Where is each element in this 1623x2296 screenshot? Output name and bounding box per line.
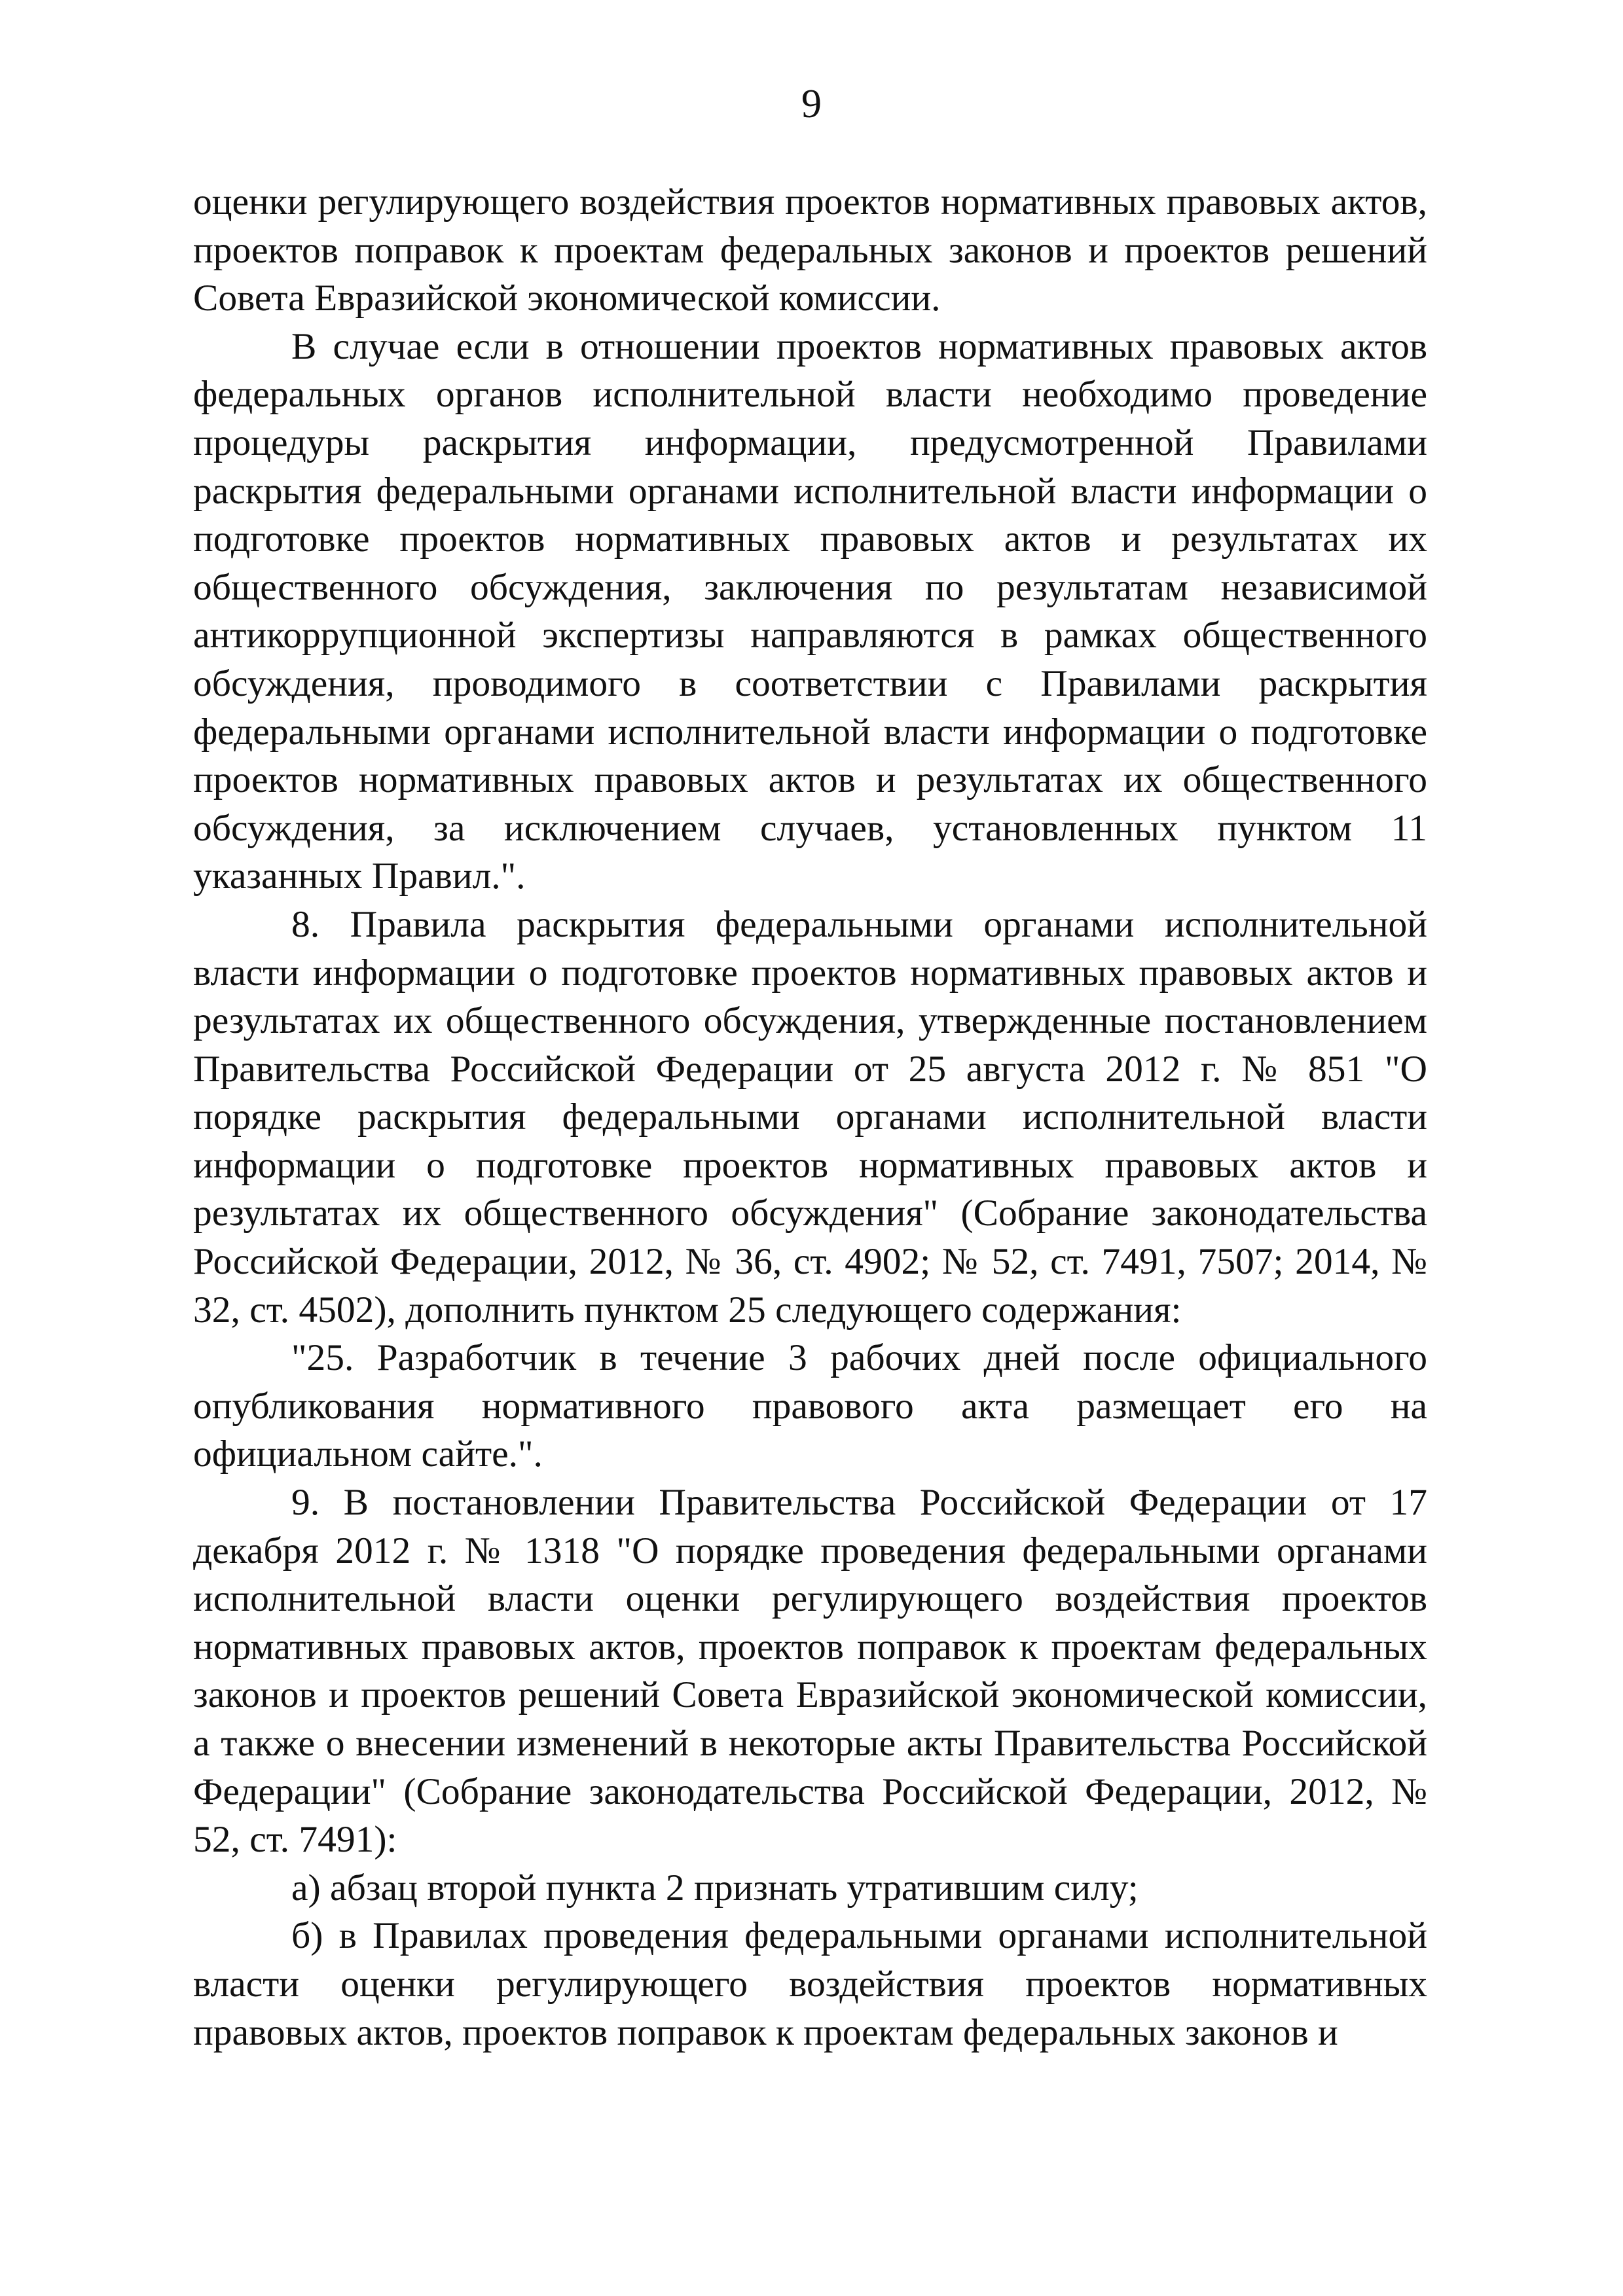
paragraph-disclosure-procedure: В случае если в отношении проектов нормативных правовых актов федеральных органов исполнительной власти необходимо проведение процедуры раскрытия информации, предусмотренной Правилами раскрытия федеральными органами исполнительной власти информации о подготовке проектов нормативных правовых актов и результатах их общественного обсуждения, заключения по результатам независимой антикоррупционной экспертизы направляются в рамках общественного обсуждения, проводимого в соответствии с Правилами раскрытия федеральными органами исполнительной власти информации о подготовке проектов нормативных правовых актов и результатах их общественного обсуждения, за исключением случаев, установленных пунктом 11 указанных Правил.".	[193, 325, 1427, 897]
paragraph-subitem-b: б) в Правилах проведения федеральными органами исполнительной власти оценки регулирующего воздействия проектов нормативных правовых актов, проектов поправок к проектам федеральных законов и	[193, 1915, 1427, 2053]
page-number: 9	[801, 82, 822, 126]
document-body	[193, 178, 1427, 2056]
paragraph-item-9: 9. В постановлении Правительства Российской Федерации от 17 декабря 2012 г. № 1318 "О порядке проведения федеральными органами исполнительной власти оценки регулирующего воздействия проектов нормативных правовых актов, проектов поправок к проектам федеральных законов и проектов решений Совета Евразийской экономической комиссии, а также о внесении изменений в некоторые акты Правительства Российской Федерации" (Собрание законодательства Российской Федерации, 2012, № 52, ст. 7491):	[193, 1482, 1427, 1861]
paragraph-subitem-a: а) абзац второй пункта 2 признать утратившим силу;	[291, 1867, 1139, 1909]
paragraph-continuation: оценки регулирующего воздействия проектов нормативных правовых актов, проектов поправок к проектам федеральных законов и проектов решений Совета Евразийской экономической комиссии.	[193, 181, 1427, 319]
paragraph-item-8: 8. Правила раскрытия федеральными органами исполнительной власти информации о подготовке проектов нормативных правовых актов и результатах их общественного обсуждения, утвержденные постановлением Правительства Российской Федерации от 25 августа 2012 г. № 851 "О порядке раскрытия федеральными органами исполнительной власти информации о подготовке проектов нормативных правовых актов и результатах их общественного обсуждения" (Собрание законодательства Российской Федерации, 2012, № 36, ст. 4902; № 52, ст. 7491, 7507; 2014, № 32, ст. 4502), дополнить пунктом 25 следующего содержания:	[193, 903, 1427, 1331]
paragraph-item-25-quote: "25. Разработчик в течение 3 рабочих дней после официального опубликования нормативного правового акта размещает его на официальном сайте.".	[193, 1337, 1427, 1475]
